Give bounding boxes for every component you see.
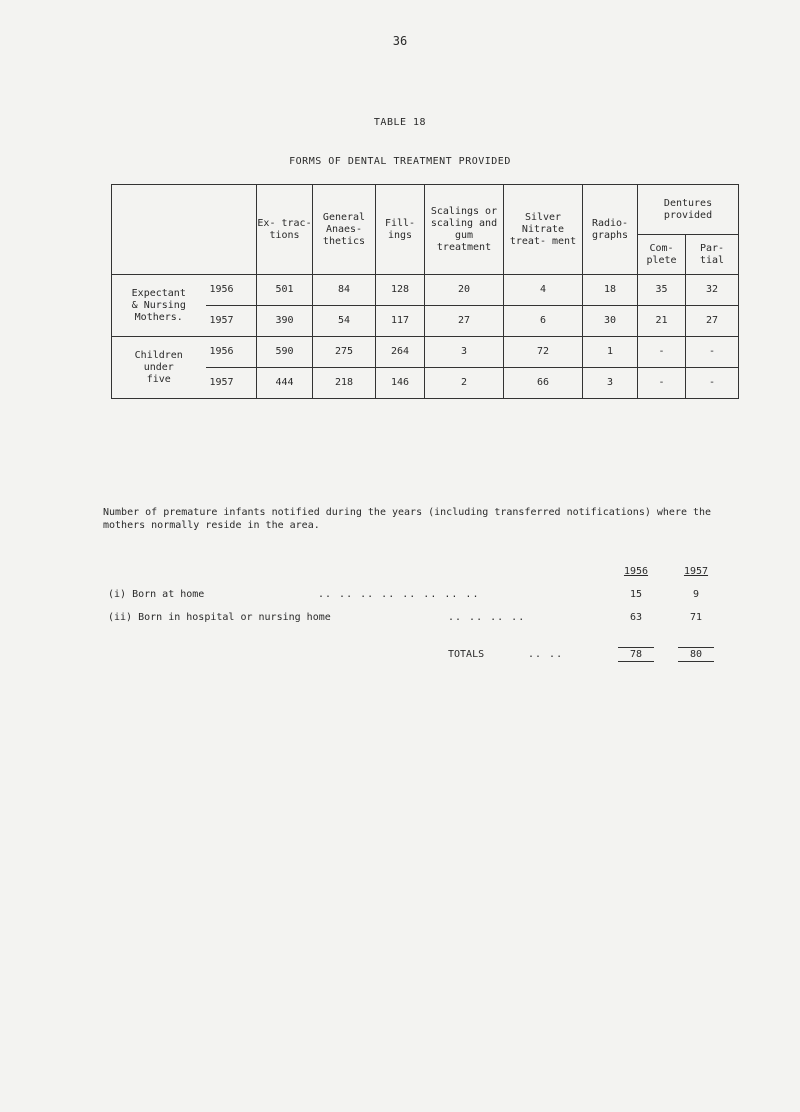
dot-leaders: .. .. .. .. .. .. .. .. bbox=[318, 589, 480, 600]
group-label-line: five bbox=[146, 373, 171, 385]
value-cell: - bbox=[686, 368, 739, 399]
births-row-value-2: 71 bbox=[689, 612, 703, 623]
table-label: TABLE 18 bbox=[373, 117, 427, 128]
year-cell: 1956 bbox=[206, 275, 257, 306]
value-cell: 218 bbox=[313, 368, 376, 399]
value-cell: - bbox=[638, 337, 686, 368]
value-cell: - bbox=[686, 337, 739, 368]
header-silver-nitrate: Silver Nitrate treat- ment bbox=[504, 185, 583, 275]
header-blank bbox=[112, 185, 257, 275]
dot-leaders: .. .. bbox=[528, 649, 564, 660]
births-row-value-1: 15 bbox=[629, 589, 643, 600]
births-row-home bbox=[108, 589, 728, 612]
births-row-value-2: 9 bbox=[692, 589, 700, 600]
value-cell: 590 bbox=[257, 337, 313, 368]
births-row-value-1: 63 bbox=[629, 612, 643, 623]
year-cell: 1957 bbox=[206, 368, 257, 399]
value-cell: 32 bbox=[686, 275, 739, 306]
value-cell: 128 bbox=[376, 275, 425, 306]
value-cell: 54 bbox=[313, 306, 376, 337]
page-number: 36 bbox=[392, 34, 408, 48]
table-title: FORMS OF DENTAL TREATMENT PROVIDED bbox=[289, 156, 511, 167]
header-general-anaesthetics: General Anaes- thetics bbox=[313, 185, 376, 275]
value-cell: 6 bbox=[504, 306, 583, 337]
value-cell: 84 bbox=[313, 275, 376, 306]
value-cell: 66 bbox=[504, 368, 583, 399]
value-cell: 146 bbox=[376, 368, 425, 399]
births-year-2: 1957 bbox=[683, 566, 709, 577]
value-cell: 18 bbox=[583, 275, 638, 306]
header-complete: Com- plete bbox=[638, 235, 686, 275]
table-row bbox=[112, 275, 739, 306]
premature-births-list bbox=[108, 566, 728, 672]
group-label-line: & Nursing bbox=[131, 299, 186, 311]
value-cell: 27 bbox=[425, 306, 504, 337]
value-cell: - bbox=[638, 368, 686, 399]
value-cell: 30 bbox=[583, 306, 638, 337]
group-label-line: Expectant bbox=[131, 287, 186, 299]
value-cell: 501 bbox=[257, 275, 313, 306]
header-dentures: Dentures provided bbox=[638, 185, 739, 235]
header-radiographs: Radio- graphs bbox=[583, 185, 638, 275]
dot-leaders: .. .. .. .. bbox=[448, 612, 526, 623]
header-extractions: Ex- trac- tions bbox=[257, 185, 313, 275]
value-cell: 20 bbox=[425, 275, 504, 306]
header-scalings: Scalings or scaling and gum treatment bbox=[425, 185, 504, 275]
value-cell: 117 bbox=[376, 306, 425, 337]
value-cell: 72 bbox=[504, 337, 583, 368]
births-totals-row bbox=[108, 649, 728, 672]
header-fillings: Fill- ings bbox=[376, 185, 425, 275]
table-row bbox=[112, 306, 739, 337]
year-cell: 1957 bbox=[206, 306, 257, 337]
value-cell: 35 bbox=[638, 275, 686, 306]
totals-label: TOTALS bbox=[448, 649, 485, 660]
value-cell: 4 bbox=[504, 275, 583, 306]
value-cell: 27 bbox=[686, 306, 739, 337]
value-cell: 444 bbox=[257, 368, 313, 399]
value-cell: 2 bbox=[425, 368, 504, 399]
group-label bbox=[112, 337, 206, 399]
dental-treatment-table bbox=[111, 184, 739, 399]
group-label-line: Mothers. bbox=[134, 311, 183, 323]
value-cell: 1 bbox=[583, 337, 638, 368]
group-label-line: Children bbox=[134, 349, 183, 361]
value-cell: 3 bbox=[583, 368, 638, 399]
births-header-row bbox=[108, 566, 728, 589]
group-label-line: under bbox=[143, 361, 174, 373]
totals-value-1: 78 bbox=[618, 647, 654, 662]
group-label bbox=[112, 275, 206, 337]
births-row-label: (ii) Born in hospital or nursing home bbox=[108, 612, 331, 623]
table-row bbox=[112, 337, 739, 368]
table-row bbox=[112, 368, 739, 399]
births-row-label: (i) Born at home bbox=[108, 589, 205, 600]
totals-value-2: 80 bbox=[678, 647, 714, 662]
value-cell: 3 bbox=[425, 337, 504, 368]
header-partial: Par- tial bbox=[686, 235, 739, 275]
year-cell: 1956 bbox=[206, 337, 257, 368]
births-row-hospital bbox=[108, 612, 728, 635]
value-cell: 390 bbox=[257, 306, 313, 337]
value-cell: 275 bbox=[313, 337, 376, 368]
births-year-1: 1956 bbox=[623, 566, 649, 577]
value-cell: 264 bbox=[376, 337, 425, 368]
value-cell: 21 bbox=[638, 306, 686, 337]
premature-infants-notice: Number of premature infants notified during the years (including transferred notifications) where the mothers normally reside in the area. bbox=[103, 507, 712, 531]
